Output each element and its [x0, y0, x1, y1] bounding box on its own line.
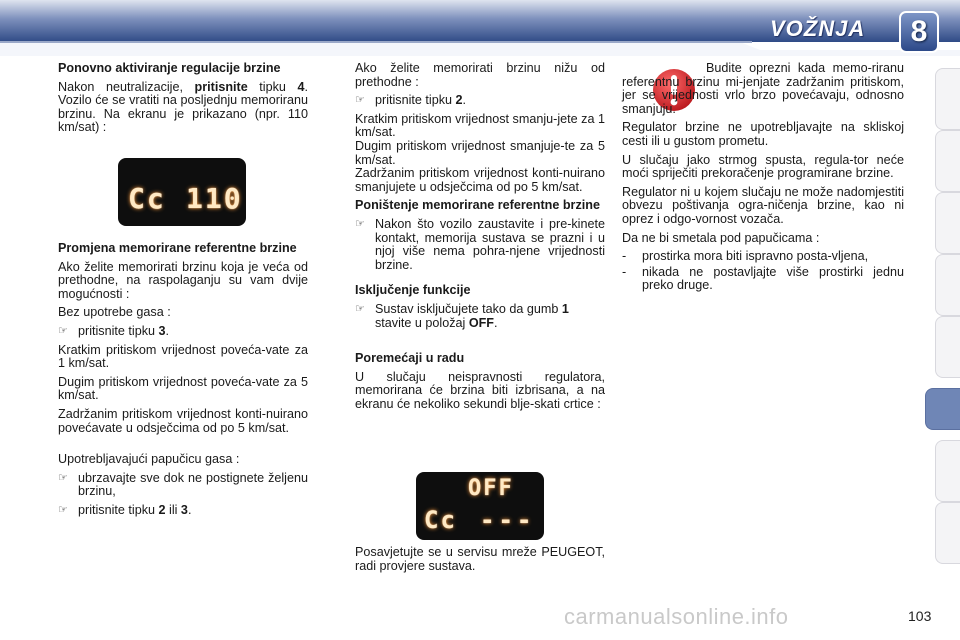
paragraph: Dugim pritiskom vrijednost poveća-vate za 5 km/sat. — [58, 374, 308, 403]
list-item: ☞ pritisnite tipku 3. — [58, 323, 170, 338]
chapter-title: VOŽNJA — [770, 16, 866, 41]
page-number: 103 — [908, 608, 932, 624]
section-heading: Poništenje memorirane referentne brzine — [355, 198, 600, 213]
warning-paragraph: Budite oprezni kada memo-riranu referentnu brzinu mi-jenjate zadržanim pritiskom, jer se vrijednosti vrlo brzo povećavaju, odnosno smanjuju. — [622, 61, 904, 116]
paragraph: Posavjetujte se u servisu mreže PEUGEOT, radi provjere sustava. — [355, 545, 605, 573]
hand-pointer-icon: ☞ — [355, 94, 365, 107]
paragraph: Ako želite memorirati brzinu koja je veća od prethodne, na raspolaganju su vam dvije mogućnosti : — [58, 259, 308, 301]
display-dashes-text: --- — [480, 506, 536, 534]
paragraph: Da ne bi smetala pod papučicama : — [622, 230, 820, 245]
display-off-fault — [416, 472, 544, 540]
hand-pointer-icon: ☞ — [58, 503, 68, 516]
paragraph: Zadržanim pritiskom vrijednost konti-nuirano smanjujete u odsječcima od po 5 km/sat. — [355, 166, 605, 194]
paragraph: Kratkim pritiskom vrijednost smanju-jete za 1 km/sat. — [355, 111, 605, 140]
paragraph: Ako želite memorirati brzinu nižu od prethodne : — [355, 61, 605, 89]
display-speed-text: 110 — [186, 182, 243, 215]
column-right — [622, 62, 904, 295]
hand-pointer-icon: ☞ — [355, 302, 365, 315]
chapter-tab[interactable] — [935, 316, 960, 378]
chapter-tab[interactable] — [935, 130, 960, 192]
list-item: ☞ Nakon što vozilo zaustavite i pre-kinete kontakt, memorija sustava se prazni i u njoj više nema pohra-njene vrijednosti brzine. — [355, 216, 605, 272]
chapter-tab-active[interactable] — [925, 388, 960, 430]
column-left-lower — [58, 242, 308, 523]
paragraph: Bez upotrebe gasa : — [58, 305, 171, 320]
chapter-number: 8 — [910, 15, 928, 48]
list-item: ☞ pritisnite tipku 2. — [355, 93, 467, 108]
hand-pointer-icon: ☞ — [355, 217, 365, 230]
paragraph: Regulator ni u kojem slučaju ne može nadomjestiti obvezu poštivanja ogra-ničenja brzine, kao ni oprez i odgo-vornost vozača. — [622, 184, 904, 226]
chapter-tab[interactable] — [935, 440, 960, 502]
display-cc-110 — [118, 158, 246, 226]
paragraph: Kratkim pritiskom vrijednost poveća-vate za 1 km/sat. — [58, 342, 308, 371]
paragraph: Nakon neutralizacije, pritisnite tipku 4. Vozilo će se vratiti na posljednju memoriranu brzinu. Na ekranu je prikazano (npr. 110 km/sat) : — [58, 79, 308, 135]
column-middle — [355, 62, 605, 416]
list-item: - nikada ne postavljajte više prostirki jednu preko druge. — [622, 264, 904, 293]
chapter-tab[interactable] — [935, 502, 960, 564]
display-mode-text: Cc — [128, 182, 166, 215]
section-heading: Promjena memorirane referentne brzine — [58, 241, 297, 255]
column-middle-lower — [355, 546, 605, 578]
hand-pointer-icon: ☞ — [58, 324, 68, 337]
list-item: ☞ pritisnite tipku 2 ili 3. — [58, 502, 192, 517]
list-item: ☞ ubrzavajte sve dok ne postignete željenu brzinu, — [58, 470, 308, 499]
paragraph: U slučaju jako strmog spusta, regula-tor neće moći spriječiti prekoračenje programirane brzine. — [622, 152, 904, 181]
section-heading: Isključenje funkcije — [355, 283, 471, 298]
chapter-tab[interactable] — [935, 68, 960, 130]
list-item: ☞ Sustav isključujete tako da gumb 1 stavite u položaj OFF. — [355, 301, 569, 330]
display-mode-text: Cc — [424, 506, 457, 534]
chapter-tab[interactable] — [935, 192, 960, 254]
watermark: carmanualsonline.info — [564, 604, 789, 629]
display-off-text: OFF — [468, 476, 514, 501]
hand-pointer-icon: ☞ — [58, 471, 68, 484]
paragraph: Upotrebljavajući papučicu gasa : — [58, 452, 240, 467]
column-left — [58, 62, 308, 140]
chapter-tabs — [922, 68, 960, 578]
paragraph: Zadržanim pritiskom vrijednost konti-nuirano povećavate u odsječcima od po 5 km/sat. — [58, 406, 308, 435]
paragraph: Regulator brzine ne upotrebljavajte na skliskoj cesti ili u gustom prometu. — [622, 120, 904, 148]
list-item: - prostirka mora biti ispravno posta-vljena, — [622, 249, 869, 264]
paragraph: U slučaju neispravnosti regulatora, memorirana će brzina biti izbrisana, a na ekranu će nekoliko sekundi blje-skati crtice : — [355, 369, 605, 411]
section-heading: Poremećaji u radu — [355, 351, 465, 366]
paragraph: Dugim pritiskom vrijednost smanjuje-te za 5 km/sat. — [355, 138, 605, 167]
chapter-tab[interactable] — [935, 254, 960, 316]
section-heading: Ponovno aktiviranje regulacije brzine — [58, 61, 281, 75]
